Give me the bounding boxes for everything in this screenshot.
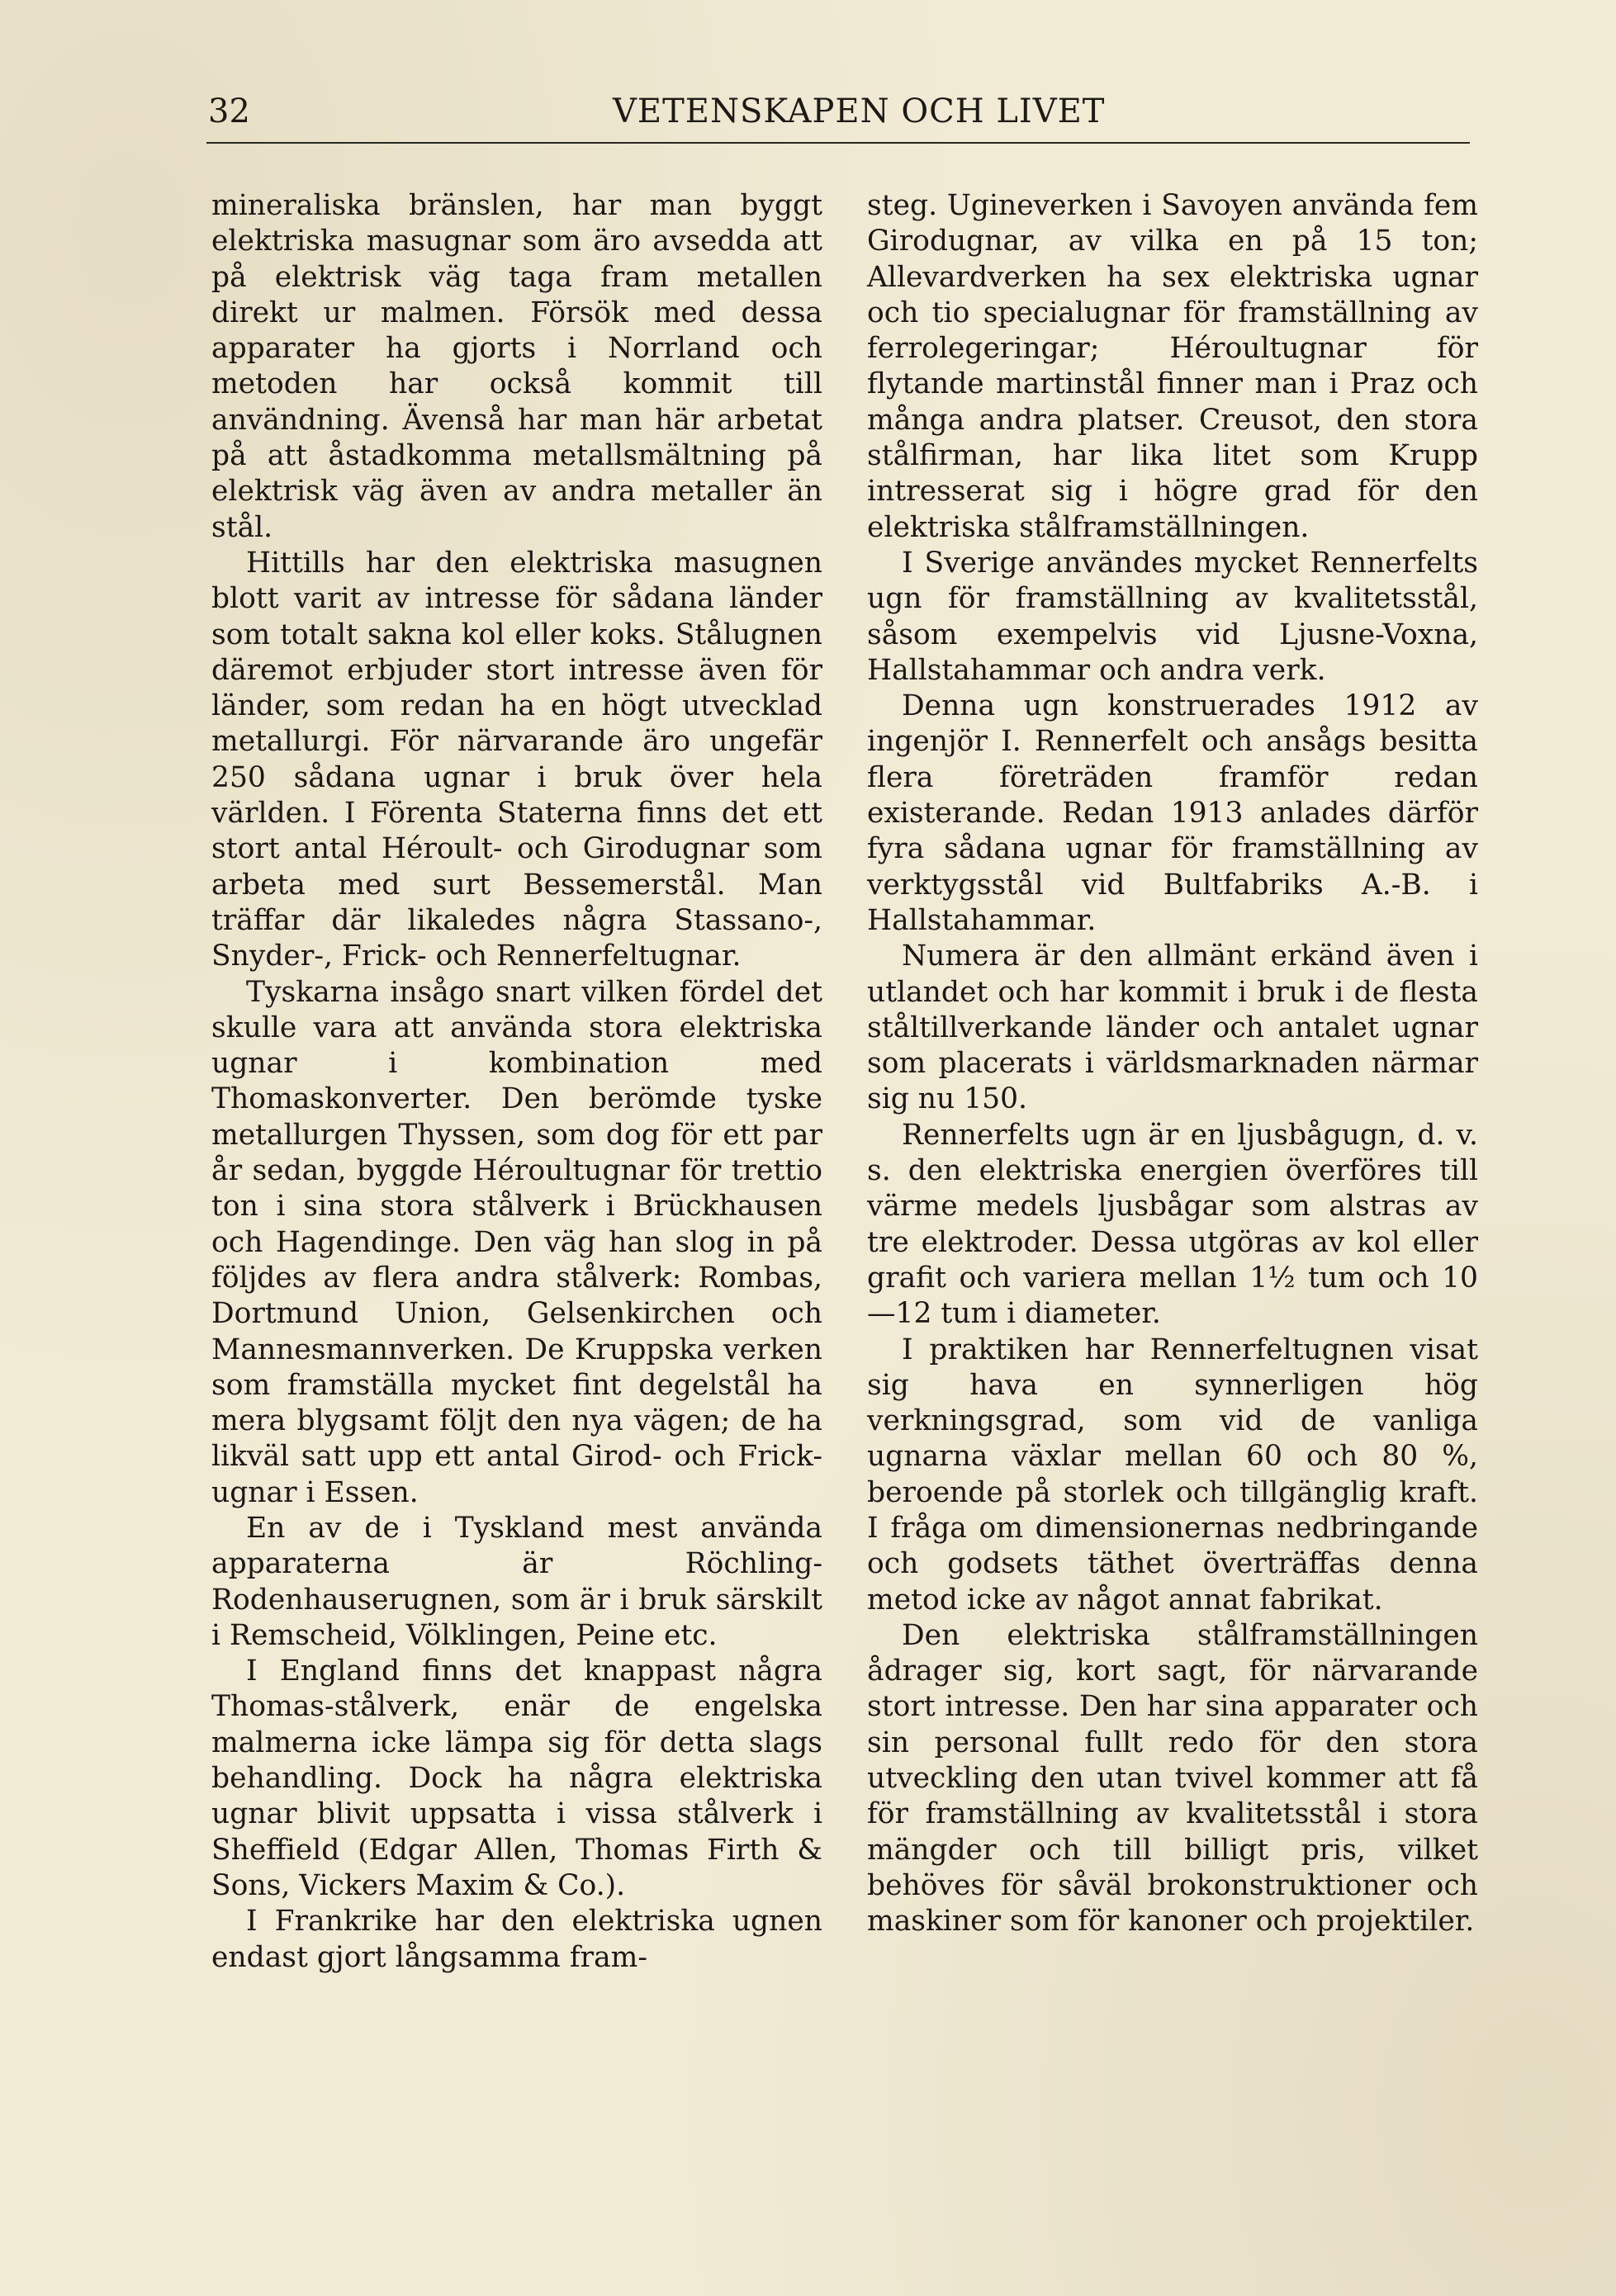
paragraph: En av de i Tyskland mest använda apparaterna är Röchling-Rodenhauserugnen, som är i bruk särskilt i Remscheid, Völklingen, Peine etc. <box>211 1511 822 1652</box>
paragraph: I Sverige användes mycket Rennerfelts ugn för framställning av kvalitetsstål, såsom exempelvis vid Ljusne-Voxna, Hallstahammar och andra verk. <box>867 546 1478 687</box>
header-rule <box>206 142 1470 144</box>
page-number: 32 <box>208 92 250 130</box>
paragraph: Tyskarna insågo snart vilken fördel det skulle vara att använda stora elektriska ugnar i kombination med Thomaskonverter. Den berömde tyske metallurgen Thyssen, som dog för ett par år sedan, byggde Héroultugnar för trettio ton i sina stora stålverk i Brückhausen och Hagendinge. Den väg han slog in på följdes av flera andra stålverk: Rombas, Dortmund Union, Gelsenkirchen och Mannesmannverken. De Kruppska verken som framställa mycket fint degelstål ha mera blygsamt följt den nya vägen; de ha likväl satt upp ett antal Girod- och Frick-ugnar i Essen. <box>211 975 822 1509</box>
paragraph: Den elektriska stålframställningen ådrager sig, kort sagt, för närvarande stort intresse. Den har sina apparater och sin personal fullt redo för den stora utveckling den utan tvivel kommer att få för framställning av kvalitetsstål i stora mängder och till billigt pris, vilket behöves för såväl brokonstruktioner och maskiner som för kanoner och projektiler. <box>867 1618 1478 1939</box>
paragraph: steg. Ugineverken i Savoyen använda fem Girodugnar, av vilka en på 15 ton; Allevardverken ha sex elektriska ugnar och tio specialugnar för framställning av ferrolegeringar; Héroultugnar för flytande martinstål finner man i Praz och många andra platser. Creusot, den stora stålfirman, har lika litet som Krupp intresserat sig i högre grad för den elektriska stålframställningen. <box>867 189 1478 544</box>
page-header <box>208 91 1463 140</box>
left-column <box>211 188 822 1976</box>
paragraph: I England finns det knappast några Thomas-stålverk, enär de engelska malmerna icke lämpa sig för detta slags behandling. Dock ha några elektriska ugnar blivit uppsatta i vissa stålverk i Sheffield (Edgar Allen, Thomas Firth & Sons, Vickers Maxim & Co.). <box>211 1655 822 1902</box>
paragraph: I praktiken har Rennerfeltugnen visat sig hava en synnerligen hög verkningsgrad, som vid de vanliga ugnarna växlar mellan 60 och 80 %, beroende på storlek och tillgänglig kraft. I fråga om dimensionernas nedbringande och godsets täthet överträffas denna metod icke av något annat fabrikat. <box>867 1333 1478 1617</box>
paragraph: Denna ugn konstruerades 1912 av ingenjör I. Rennerfelt och ansågs besitta flera företräden framför redan existerande. Redan 1913 anlades därför fyra sådana ugnar för framställning av verktygsstål vid Bultfabriks A.-B. i Hallstahammar. <box>867 689 1478 937</box>
paragraph: mineraliska bränslen, har man byggt elektriska masugnar som äro avsedda att på elektrisk väg taga fram metallen direkt ur malmen. Försök med dessa apparater ha gjorts i Norrland och metoden har också kommit till användning. Ävenså har man här arbetat på att åstadkomma metallsmältning på elektrisk väg även av andra metaller än stål. <box>211 189 822 544</box>
paragraph: I Frankrike har den elektriska ugnen endast gjort långsamma fram- <box>211 1905 822 1974</box>
running-head: VETENSKAPEN OCH LIVET <box>613 92 1106 130</box>
paragraph: Hittills har den elektriska masugnen blott varit av intresse för sådana länder som totalt sakna kol eller koks. Stålugnen däremot erbjuder stort intresse även för länder, som redan ha en högt utvecklad metallurgi. För närvarande äro ungefär 250 sådana ugnar i bruk över hela världen. I Förenta Staterna finns det ett stort antal Héroult- och Girodugnar som arbeta med surt Bessemerstål. Man träffar där likaledes några Stassano-, Snyder-, Frick- och Rennerfeltugnar. <box>211 546 822 973</box>
paragraph: Numera är den allmänt erkänd även i utlandet och har kommit i bruk i de flesta ståltillverkande länder och antalet ugnar som placerats i världsmarknaden närmar sig nu 150. <box>867 940 1478 1116</box>
paragraph: Rennerfelts ugn är en ljusbågugn, d. v. s. den elektriska energien överföres till värme medels ljusbågar som alstras av tre elektroder. Dessa utgöras av kol eller grafit och variera mellan 1½ tum och 10—12 tum i diameter. <box>867 1118 1478 1331</box>
right-column <box>867 188 1478 1940</box>
